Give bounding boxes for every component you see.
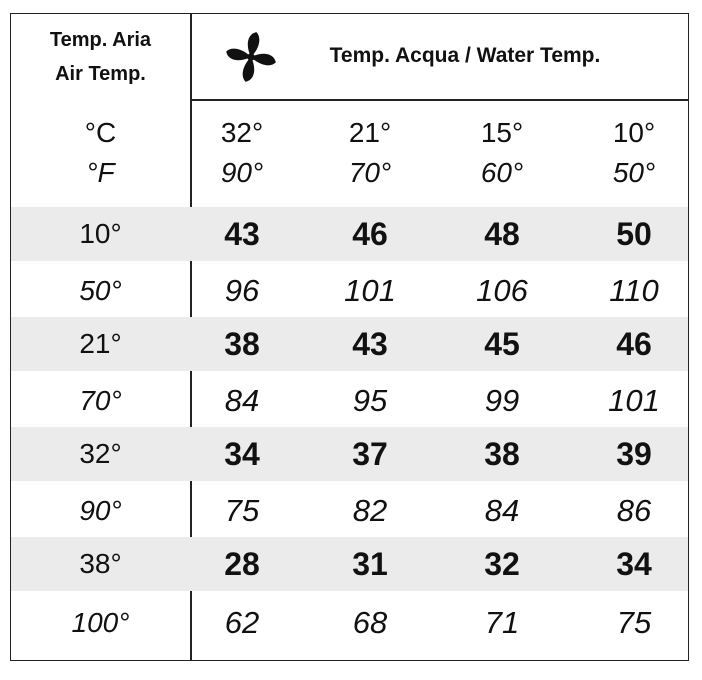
fahrenheit-unit: °F [86,157,115,188]
table-cell: 95 [352,383,388,418]
water-col-1-header [190,108,294,198]
table-cell: 38 [484,435,520,472]
water-fahrenheit: 60° [480,157,524,188]
table-cell: 46 [352,215,388,252]
water-col-3-header [450,108,554,198]
air-temp-fahrenheit: 100° [71,607,130,638]
table-cell: 38 [224,325,260,362]
table-cell: 43 [352,325,388,362]
air-temp-celsius: 38° [79,548,122,579]
celsius-unit: °C [84,117,117,148]
table-cell: 50 [616,215,652,252]
table-cell: 75 [616,605,652,640]
table-cell: 39 [616,435,652,472]
table-cell: 110 [609,273,659,308]
air-temp-label-it: Temp. Aria [49,28,152,51]
table-cell: 84 [484,493,520,528]
water-col-4-header [582,108,686,198]
table-cell: 48 [484,215,520,252]
table-cell: 34 [616,545,652,582]
water-celsius: 21° [348,117,392,148]
table-cell: 34 [224,435,260,472]
air-temp-fahrenheit: 90° [79,495,122,526]
water-fahrenheit: 70° [348,157,392,188]
table-cell: 43 [224,215,260,252]
table-cell: 75 [224,493,260,528]
air-temp-label-en: Air Temp. [55,62,146,85]
air-units [11,108,190,198]
table-cell: 99 [484,383,520,418]
table-cell: 46 [616,325,652,362]
table-cell: 31 [352,545,388,582]
table-cell: 32 [484,545,520,582]
water-celsius: 15° [480,117,524,148]
air-temp-fahrenheit: 70° [79,385,122,416]
table-cell: 86 [616,493,652,528]
table-cell: 101 [344,273,396,308]
table-cell: 62 [224,605,260,640]
table-cell: 37 [352,435,388,472]
air-temp-celsius: 10° [79,218,122,249]
water-fahrenheit: 90° [220,157,264,188]
table-cell: 45 [484,325,520,362]
table-cell: 96 [224,273,260,308]
table-cell: 84 [224,383,260,418]
air-temp-header [11,14,190,99]
table-cell: 68 [352,605,388,640]
air-temp-celsius: 32° [79,438,122,469]
table-cell: 28 [224,545,260,582]
table-cell: 106 [476,273,528,308]
water-celsius: 32° [220,117,264,148]
water-celsius: 10° [612,117,656,148]
table-cell: 71 [484,605,520,640]
water-temp-header: Temp. Acqua / Water Temp. [329,44,601,67]
fan-icon [224,30,278,84]
water-col-2-header [318,108,422,198]
table-cell: 82 [352,493,388,528]
water-fahrenheit: 50° [612,157,656,188]
table-cell: 101 [608,383,660,418]
air-temp-fahrenheit: 50° [79,275,122,306]
header-divider [190,99,689,101]
air-temp-celsius: 21° [79,328,122,359]
